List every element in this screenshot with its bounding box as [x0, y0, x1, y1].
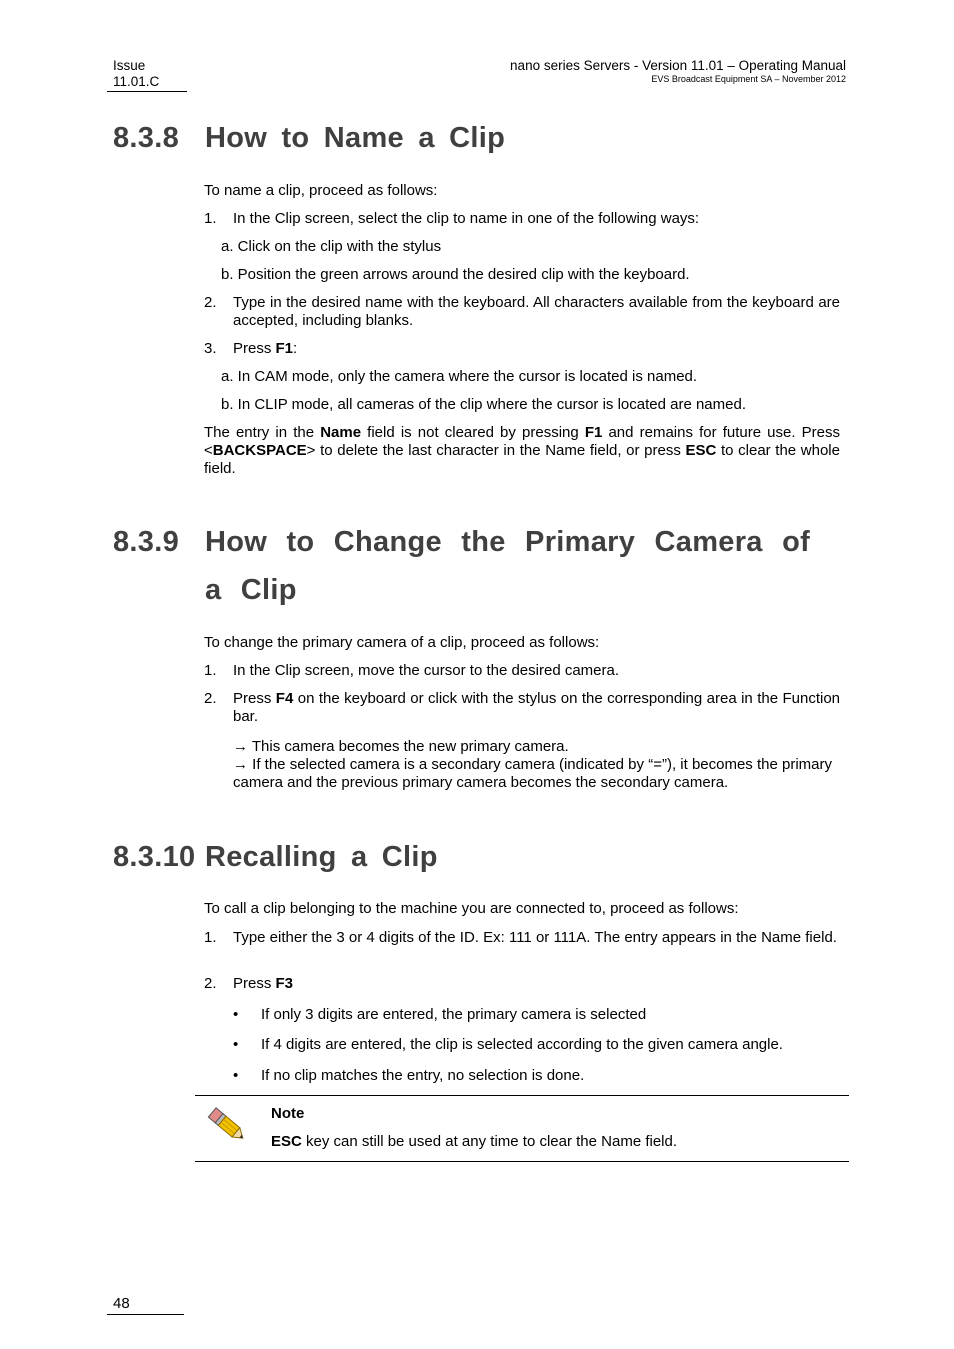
manual-title: nano series Servers - Version 11.01 – Operating Manual	[510, 58, 846, 73]
section-number: 8.3.10	[113, 841, 196, 873]
note-text	[271, 1133, 677, 1151]
list-text	[233, 340, 840, 358]
header-right	[510, 58, 846, 85]
footer-divider	[107, 1314, 184, 1315]
text-run: Press	[233, 975, 276, 992]
list-number: 1.	[204, 662, 217, 679]
paragraph: To call a clip belonging to the machine you are connected to, proceed as follows:	[204, 900, 739, 917]
list-item	[204, 690, 840, 726]
bold-run: ESC	[685, 442, 717, 459]
list-item	[204, 294, 840, 330]
list-number: 3.	[204, 340, 217, 357]
list-text: Type in the desired name with the keyboard. All characters available from the keyboard are accepted, including blanks.	[233, 294, 840, 329]
bold-run: BACKSPACE	[212, 442, 307, 459]
text-run: on the keyboard or click with the stylus on the corresponding area in the Function bar.	[233, 690, 840, 725]
key-name: F4	[275, 690, 294, 707]
list-text: In the Clip screen, select the clip to name in one of the following ways:	[233, 210, 700, 227]
bullet-text: If only 3 digits are entered, the primary camera is selected	[261, 1006, 647, 1023]
note-top-rule	[195, 1095, 849, 1096]
text-run: The entry in the	[204, 424, 321, 441]
arrow-icon: →	[233, 756, 248, 773]
bold-run: F1	[584, 424, 603, 441]
text-run: to clear the whole field.	[204, 442, 840, 477]
list-item	[204, 210, 840, 228]
section-title: How to Name a Clip	[205, 122, 506, 154]
list-number: 2.	[204, 690, 217, 707]
list-text	[233, 975, 840, 993]
issue-number: 11.01.C	[113, 74, 160, 89]
bullet-text: If 4 digits are entered, the clip is selected according to the given camera angle.	[261, 1036, 783, 1053]
key-name: F3	[275, 975, 294, 992]
bullet-icon: •	[233, 1036, 239, 1053]
header-divider	[107, 91, 187, 92]
sub-item: a. In CAM mode, only the camera where the cursor is located is named.	[221, 368, 698, 385]
result-line	[233, 738, 840, 756]
bullet-icon: •	[233, 1067, 239, 1084]
text-run: Press	[233, 340, 276, 357]
manual-subtitle: EVS Broadcast Equipment SA – November 2012	[651, 74, 846, 84]
sub-item: a. Click on the clip with the stylus	[221, 238, 442, 255]
list-number: 2.	[204, 975, 217, 992]
section-number: 8.3.8	[113, 122, 179, 154]
result-block	[233, 738, 840, 792]
section-heading-8-3-10	[113, 833, 833, 881]
paragraph	[204, 424, 840, 478]
list-number: 1.	[204, 210, 217, 227]
text-run: > to delete the last character in the Name field, or press	[306, 442, 686, 459]
paragraph: To change the primary camera of a clip, proceed as follows:	[204, 634, 600, 651]
pencil-icon	[204, 1103, 248, 1145]
list-item	[204, 340, 840, 358]
sub-item: b. In CLIP mode, all cameras of the clip where the cursor is located are named.	[221, 396, 746, 413]
text-run: and remains for future use. Press <	[204, 424, 840, 459]
paragraph: To name a clip, proceed as follows:	[204, 182, 438, 199]
bold-run: Name	[320, 424, 362, 441]
issue-label: Issue	[113, 58, 146, 73]
section-heading-8-3-8	[113, 114, 833, 162]
text-run: :	[293, 340, 298, 357]
list-item	[204, 975, 840, 993]
text-run: field is not cleared by pressing	[361, 424, 585, 441]
arrow-icon: →	[233, 738, 248, 755]
text-run: If the selected camera is a secondary camera (indicated by “=”), it becomes the primary camera and the previous primary camera becomes the secondary camera.	[233, 756, 832, 791]
list-number: 2.	[204, 294, 217, 311]
section-heading-8-3-9	[113, 518, 833, 614]
text-run: Press	[233, 690, 276, 707]
key-name: ESC	[271, 1133, 302, 1150]
note-title: Note	[271, 1105, 305, 1122]
bullet-item	[233, 1006, 840, 1024]
list-text: Type either the 3 or 4 digits of the ID. Ex: 111 or 111A. The entry appears in the Name field.	[233, 929, 837, 946]
key-name: F1	[275, 340, 294, 357]
bullet-item	[233, 1036, 840, 1054]
bullet-icon: •	[233, 1006, 239, 1023]
text-run: key can still be used at any time to clear the Name field.	[301, 1133, 678, 1150]
section-title: Recalling a Clip	[205, 841, 438, 873]
text-run: This camera becomes the new primary camera.	[248, 738, 569, 755]
list-number: 1.	[204, 929, 217, 946]
list-text: In the Clip screen, move the cursor to the desired camera.	[233, 662, 620, 679]
section-title: How to Change the Primary Camera of a Clip	[205, 526, 811, 606]
note-bottom-rule	[195, 1161, 849, 1162]
result-line	[233, 756, 840, 792]
section-number: 8.3.9	[113, 526, 179, 558]
header-issue	[113, 58, 159, 90]
sub-item: b. Position the green arrows around the desired clip with the keyboard.	[221, 266, 690, 283]
bullet-text: If no clip matches the entry, no selection is done.	[261, 1067, 585, 1084]
list-item	[204, 929, 840, 947]
list-text	[233, 690, 840, 726]
page-number: 48	[113, 1295, 130, 1312]
bullet-item	[233, 1067, 840, 1085]
list-item	[204, 662, 840, 680]
